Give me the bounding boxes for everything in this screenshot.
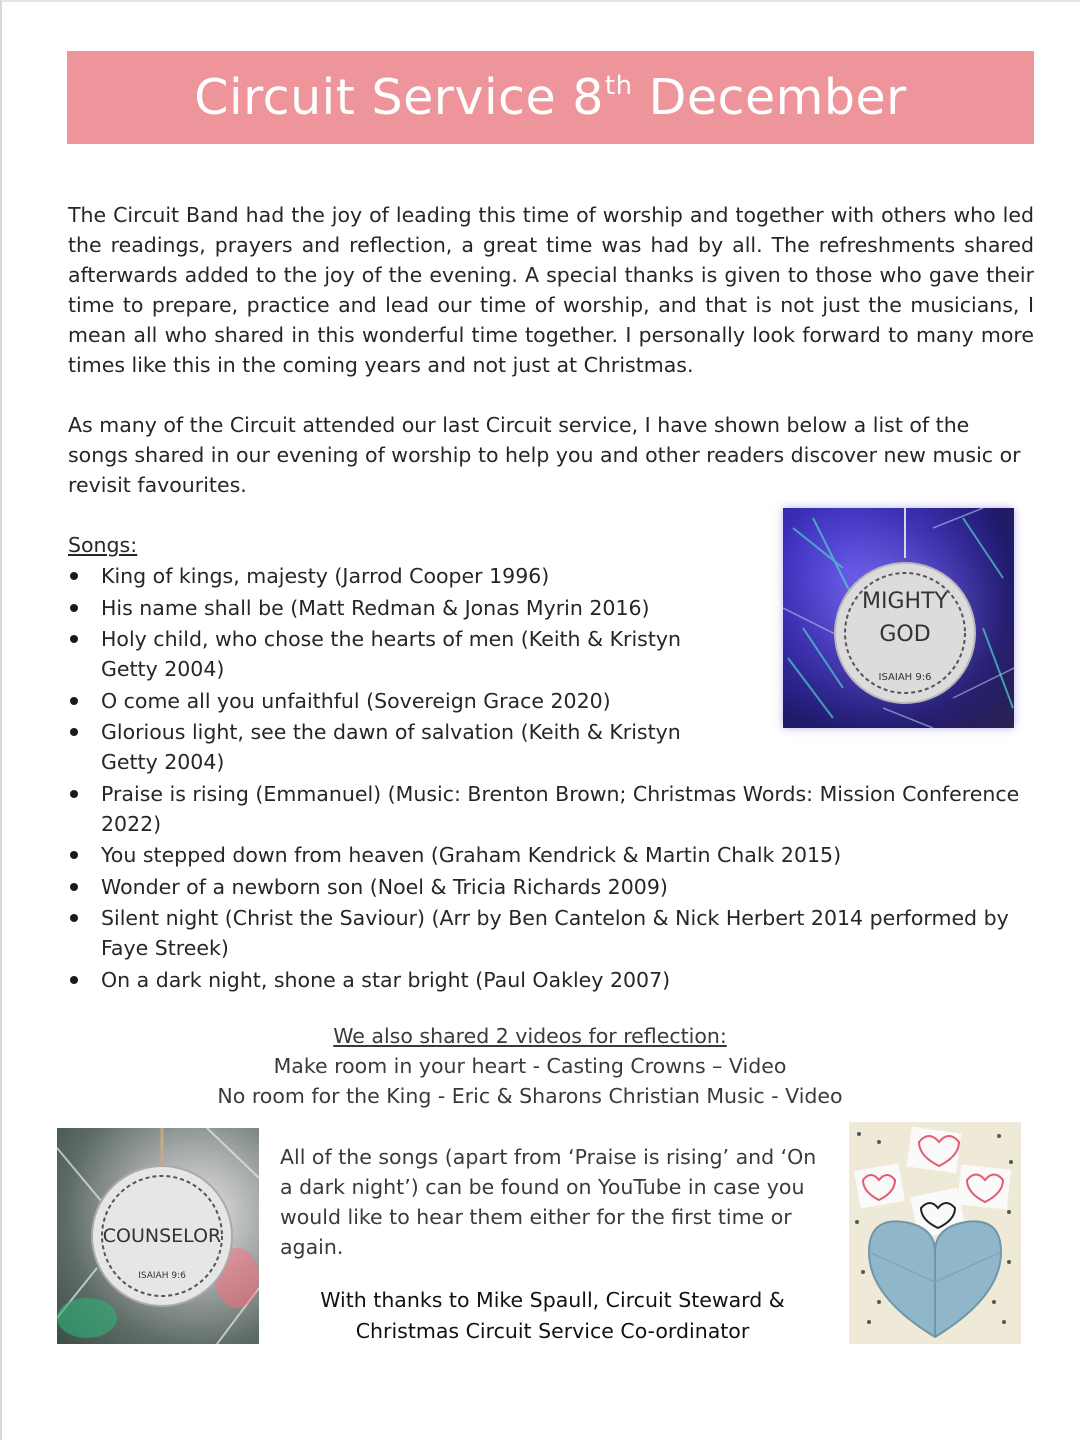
ornament-illustration-icon xyxy=(783,508,1014,728)
bullet-icon xyxy=(70,851,78,859)
counselor-ornament-image xyxy=(57,1128,259,1344)
list-item xyxy=(68,624,741,684)
thanks-line-1: With thanks to Mike Spaull, Circuit Steward & xyxy=(320,1288,785,1312)
list-item xyxy=(68,903,1028,963)
bullet-icon xyxy=(70,697,78,705)
title-superscript: th xyxy=(604,71,633,101)
bullet-icon xyxy=(70,883,78,891)
bullet-icon xyxy=(70,790,78,798)
intro-paragraph: The Circuit Band had the joy of leading this time of worship and together with others who led the readings, prayers and reflection, a great time was had by all. The refreshments shared afterwards added to the joy of the evening. A special thanks is given to those who gave their time to prepare, practice and lead our time of worship, and that is not just the musicians, I mean all who shared in this wonderful time together. I personally look forward to many more times like this in the coming years and not just at Christmas. xyxy=(68,203,1034,377)
youtube-note: All of the songs (apart from ‘Praise is rising’ and ‘On a dark night’) can be found on YouTube in case you would like to hear them either for the first time or again. xyxy=(280,1145,817,1259)
title-rest: December xyxy=(632,69,907,126)
list-item xyxy=(68,872,1028,902)
bullet-icon xyxy=(70,728,78,736)
song-title: Glorious light, see the dawn of salvation (Keith & Kristyn Getty 2004) xyxy=(101,720,681,774)
bullet-icon xyxy=(70,572,78,580)
videos-section xyxy=(110,1021,950,1111)
list-item xyxy=(68,717,741,777)
ornament-scripture-ref: ISAIAH 9:6 xyxy=(138,1271,186,1281)
bullet-icon xyxy=(70,976,78,984)
list-item xyxy=(68,840,1028,870)
title-banner xyxy=(67,51,1034,144)
song-title: O come all you unfaithful (Sovereign Grace 2020) xyxy=(101,688,611,713)
ornament-scripture-ref: ISAIAH 9:6 xyxy=(878,672,932,683)
bullet-icon xyxy=(70,604,78,612)
song-title: You stepped down from heaven (Graham Kendrick & Martin Chalk 2015) xyxy=(101,843,842,867)
song-title: King of kings, majesty (Jarrod Cooper 1996) xyxy=(101,564,550,588)
ornament-illustration-icon xyxy=(57,1128,259,1344)
video-item: No room for the King - Eric & Sharons Christian Music - Video xyxy=(217,1084,843,1108)
song-title: His name shall be (Matt Redman & Jonas Myrin 2016) xyxy=(101,595,650,620)
list-item xyxy=(68,561,741,591)
page-title xyxy=(194,69,907,126)
thanks-note xyxy=(290,1285,815,1347)
ornament-word-1: MIGHTY xyxy=(862,589,948,614)
origami-heart-image xyxy=(849,1122,1021,1344)
videos-heading: We also shared 2 videos for reflection: xyxy=(333,1024,727,1048)
heart-illustration-icon xyxy=(849,1122,1021,1344)
song-title: Holy child, who chose the hearts of men (Keith & Kristyn Getty 2004) xyxy=(101,627,681,681)
video-item: Make room in your heart - Casting Crowns – Video xyxy=(273,1054,787,1078)
list-item xyxy=(68,965,1028,995)
list-item xyxy=(68,593,741,623)
mighty-god-ornament-image xyxy=(783,508,1014,728)
songs-intro-paragraph: As many of the Circuit attended our last Circuit service, I have shown below a list of the songs shared in our evening of worship to help you and other readers discover new music or revisit favourites. xyxy=(68,413,1021,497)
thanks-line-2: Christmas Circuit Service Co-ordinator xyxy=(355,1319,750,1343)
song-title: Praise is rising (Emmanuel) (Music: Brenton Brown; Christmas Words: Mission Conference 2022) xyxy=(101,781,1020,836)
song-title: On a dark night, shone a star bright (Paul Oakley 2007) xyxy=(101,967,671,992)
ornament-word: COUNSELOR xyxy=(102,1225,222,1247)
song-title: Wonder of a newborn son (Noel & Tricia Richards 2009) xyxy=(101,874,668,899)
song-title: Silent night (Christ the Saviour) (Arr by Ben Cantelon & Nick Herbert 2014 performed by Faye Streek) xyxy=(101,906,1009,960)
ornament-word-2: GOD xyxy=(879,622,931,647)
title-main: Circuit Service 8 xyxy=(194,69,604,126)
bullet-icon xyxy=(70,635,78,643)
bullet-icon xyxy=(70,914,78,922)
songs-heading: Songs: xyxy=(68,533,138,557)
list-item xyxy=(68,686,741,716)
list-item xyxy=(68,779,1028,839)
